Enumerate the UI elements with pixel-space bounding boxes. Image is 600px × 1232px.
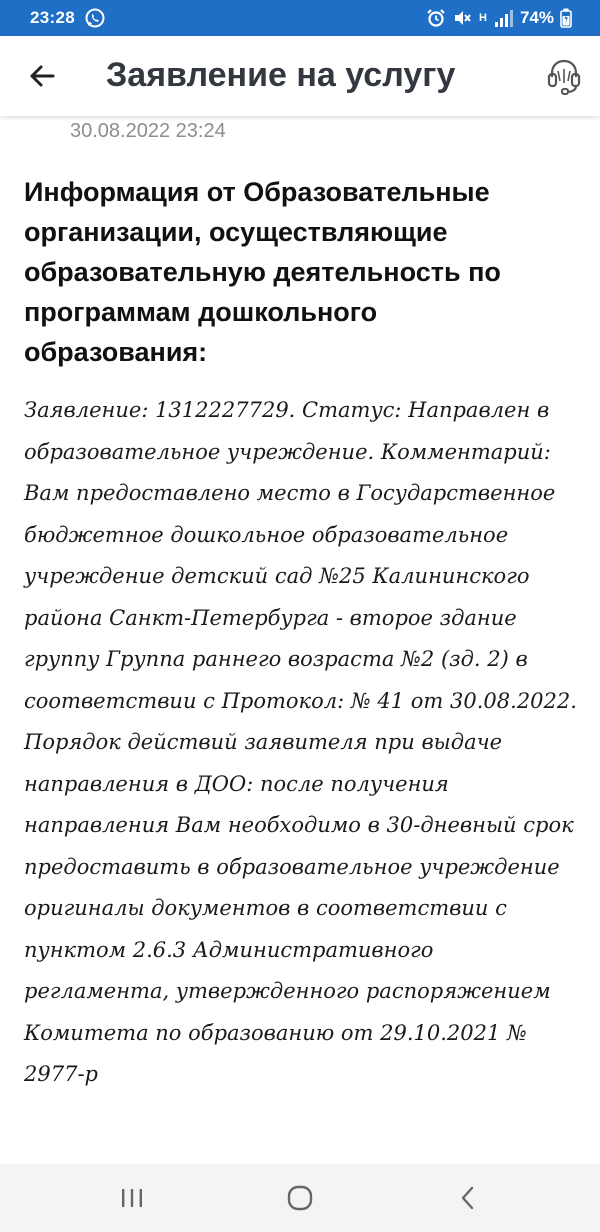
whatsapp-icon bbox=[84, 7, 106, 29]
nav-back-button[interactable] bbox=[438, 1178, 498, 1218]
mute-icon bbox=[452, 8, 472, 28]
home-icon bbox=[286, 1184, 314, 1212]
message-heading: Информация от Образовательные организации, осуществляющие образовательную деятельность по программам дошкольного образования: bbox=[24, 177, 501, 367]
app-bar bbox=[0, 36, 600, 116]
support-button[interactable] bbox=[542, 54, 586, 98]
message-date: 30.08.2022 23:24 bbox=[70, 120, 226, 142]
home-button[interactable] bbox=[270, 1178, 330, 1218]
message-content bbox=[0, 116, 600, 1164]
status-bar bbox=[0, 0, 600, 36]
battery-icon bbox=[560, 8, 572, 28]
back-button[interactable] bbox=[22, 56, 62, 96]
back-icon bbox=[457, 1185, 479, 1211]
status-time: 23:28 bbox=[30, 8, 75, 27]
system-nav-bar bbox=[0, 1164, 600, 1232]
headset-icon bbox=[546, 57, 582, 95]
recents-button[interactable] bbox=[102, 1178, 162, 1218]
arrow-left-icon bbox=[28, 62, 56, 90]
recents-icon bbox=[119, 1186, 145, 1210]
page-title: Заявление на услугу bbox=[106, 56, 456, 94]
message-body: Заявление: 1312227729. Статус: Направлен в образовательное учреждение. Комментарий: Вам предоставлено место в Государственное бюджетное дошкольное образовательное учреждение детский сад №25 Калининского района Санкт-Петербурга - второе здание группу Группа раннего возраста №2 (зд. 2) в соответствии с Протокол: № 41 от 30.08.2022. Порядок действий заявителя при выдаче направления в ДОО: после получения направления Вам необходимо в 30-дневный срок предоставить в образовательное учреждение оригиналы документов в соответствии с пунктом 2.6.3 Административного регламента, утвержденного распоряжением Комитета по образованию от 29.10.2021 № 2977-р bbox=[24, 398, 577, 1086]
network-type: H bbox=[478, 12, 487, 24]
signal-icon bbox=[494, 9, 514, 27]
alarm-icon bbox=[426, 8, 446, 28]
battery-percentage: 74% bbox=[519, 8, 554, 27]
